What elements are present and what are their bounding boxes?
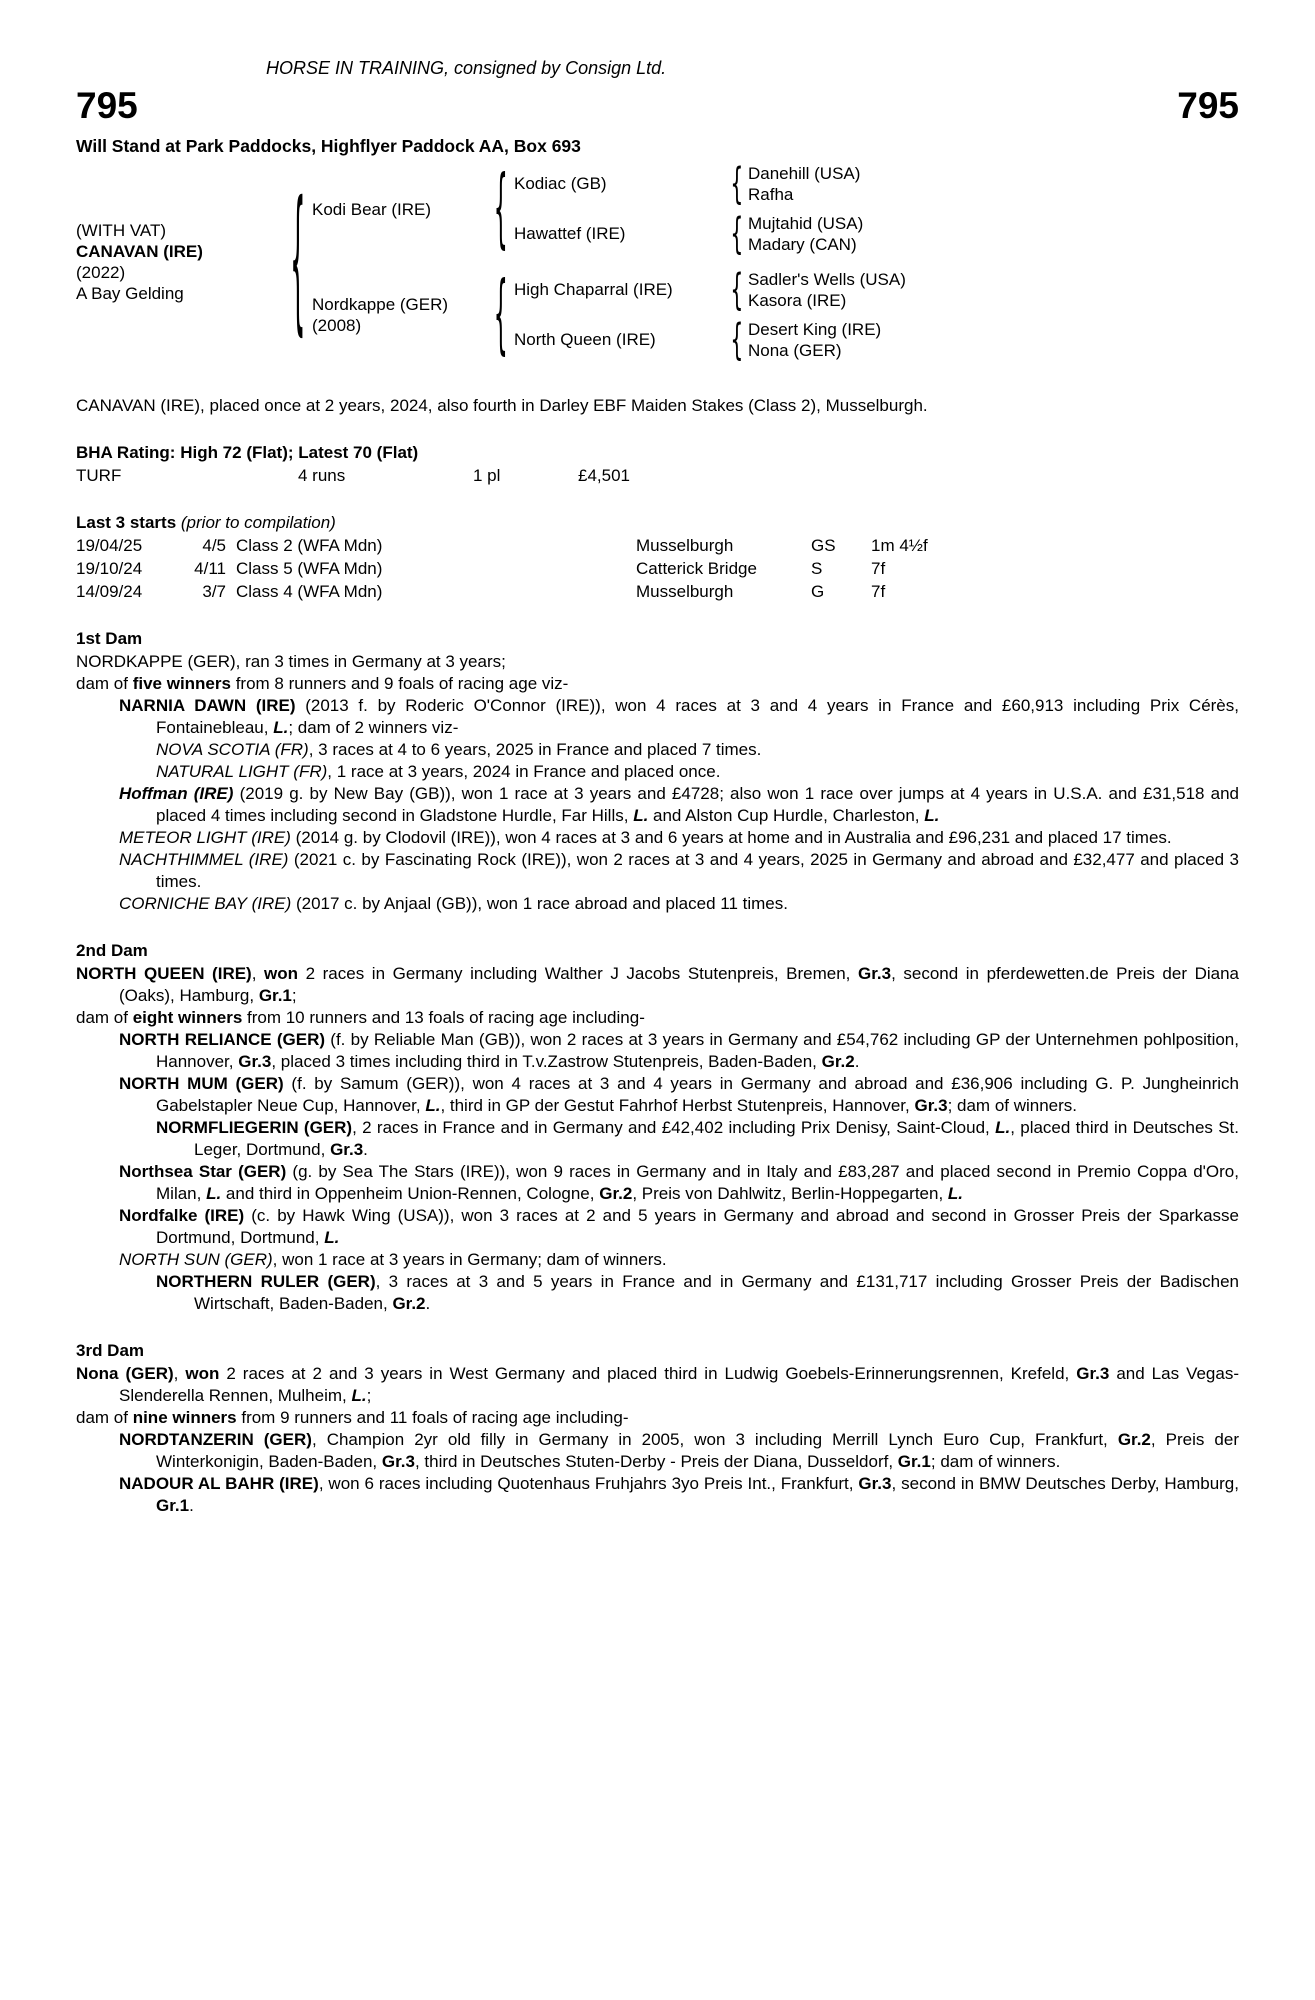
start-race: Class 2 (WFA Mdn)	[236, 536, 383, 555]
text-segment: .	[854, 1052, 860, 1071]
text-segment: , placed third in Deutsches St. Leger, Dortmund,	[194, 1118, 1240, 1159]
text-segment: , 2 races in France and in Germany and £42,402 including Prix Denisy, Saint-Cloud,	[352, 1118, 996, 1137]
offspring-paragraph	[76, 893, 1239, 915]
text-segment: CANAVAN (IRE), placed once at 2 years, 2024, also fourth in Darley EBF Maiden Stakes (Class 2), Musselburgh.	[76, 396, 928, 415]
start-race: Class 5 (WFA Mdn)	[236, 559, 383, 578]
start-date: 14/09/24	[76, 582, 143, 601]
text-segment: NORTHERN RULER (GER)	[156, 1272, 376, 1291]
sire-name: Kodi Bear (IRE)	[312, 199, 432, 219]
text-segment: NATURAL LIGHT (FR)	[156, 762, 328, 781]
horse-name: CANAVAN (IRE)	[76, 242, 203, 261]
text-segment: L.	[273, 718, 289, 737]
sire-branch	[312, 158, 906, 260]
text-segment: CORNICHE BAY (IRE)	[119, 894, 292, 913]
offspring-paragraph	[76, 1407, 1239, 1429]
dam-branch	[312, 264, 906, 366]
last-starts-title	[76, 511, 1239, 534]
text-segment: Gr.3	[914, 1096, 948, 1115]
offspring-paragraph	[76, 1363, 1239, 1407]
start-row	[76, 534, 1239, 557]
offspring-paragraph	[76, 1473, 1239, 1517]
rating-block	[76, 441, 1239, 487]
great-grandsire-name: Desert King (IRE)	[748, 320, 882, 339]
text-segment: L.	[425, 1096, 441, 1115]
earnings-value: £4,501	[578, 466, 630, 485]
text-segment: L.	[206, 1184, 222, 1203]
text-segment: and Alston Cup Hurdle, Charleston,	[648, 806, 925, 825]
last-starts-block	[76, 511, 1239, 603]
text-segment: Gr.3	[381, 1452, 415, 1471]
section-heading: 3rd Dam	[76, 1341, 145, 1360]
great-granddam-name: Madary (CAN)	[748, 235, 857, 254]
text-segment: NORDTANZERIN (GER)	[119, 1430, 312, 1449]
text-segment: Gr.2	[1117, 1430, 1151, 1449]
horse-details	[76, 220, 284, 304]
stand-location-line: Will Stand at Park Paddocks, Highflyer Paddock AA, Box 693	[76, 136, 581, 156]
dam-name: Nordkappe (GER)	[312, 295, 449, 314]
text-segment: NORTH QUEEN (IRE)	[76, 964, 252, 983]
text-segment: L.	[324, 1228, 340, 1247]
foal-year: (2022)	[76, 263, 126, 282]
start-course: Musselburgh	[636, 582, 734, 601]
pedigree-root-brace: {	[290, 170, 306, 354]
lot-number-right: 795	[1177, 85, 1239, 126]
text-segment: L.	[995, 1118, 1011, 1137]
text-segment: ,	[251, 964, 265, 983]
text-segment: won	[264, 964, 299, 983]
text-segment: , second in BMW Deutsches Derby, Hamburg,	[891, 1474, 1239, 1493]
paternal-grandsire-brace: {	[730, 159, 744, 209]
text-segment: won	[185, 1364, 220, 1383]
text-segment: , 3 races at 4 to 6 years, 2025 in France and placed 7 times.	[308, 740, 762, 759]
maternal-grandsire-parents	[748, 269, 906, 311]
start-going: S	[811, 559, 823, 578]
text-segment: Gr.2	[392, 1294, 426, 1313]
text-segment: Hoffman (IRE)	[119, 784, 234, 803]
text-segment: nine winners	[132, 1408, 237, 1427]
race-record-summary	[76, 395, 1239, 417]
text-segment: (g. by Sea The Stars (IRE)), won 9 races in Germany and in Italy and £83,287 and placed second in Premio Coppa d'Oro, Milan,	[156, 1162, 1239, 1203]
text-segment: Nona (GER)	[76, 1364, 174, 1383]
text-segment: NORTH MUM (GER)	[119, 1074, 284, 1093]
text-segment: Gr.1	[258, 986, 292, 1005]
text-segment: from 8 runners and 9 foals of racing age viz-	[230, 674, 569, 693]
maternal-granddam-row	[514, 315, 906, 365]
start-date: 19/04/25	[76, 536, 143, 555]
text-segment: Gr.1	[156, 1496, 190, 1515]
text-segment: NORTH RELIANCE (GER)	[119, 1030, 326, 1049]
text-segment: (2021 c. by Fascinating Rock (IRE)), won 2 races at 3 and 4 years, 2025 in Germany and abroad and £32,477 and placed 3 times.	[156, 850, 1239, 891]
text-segment: (c. by Hawk Wing (USA)), won 3 races at 2 and 5 years in Germany and abroad and second in Grosser Preis der Sparkasse Dortmund, Dortmund,	[156, 1206, 1239, 1247]
text-segment: NOVA SCOTIA (FR)	[156, 740, 309, 759]
offspring-paragraph	[76, 1073, 1239, 1117]
paternal-grandsire-row	[514, 159, 863, 209]
maternal-grandsire-row	[514, 265, 906, 315]
offspring-paragraph	[76, 1205, 1239, 1249]
great-granddam-name: Rafha	[748, 185, 794, 204]
start-race: Class 4 (WFA Mdn)	[236, 582, 383, 601]
offspring-paragraph	[76, 1271, 1239, 1315]
text-segment: from 9 runners and 11 foals of racing age including-	[236, 1408, 629, 1427]
text-segment: , placed 3 times including third in T.v.Zastrow Stutenpreis, Baden-Baden,	[271, 1052, 822, 1071]
start-going: GS	[811, 536, 836, 555]
text-segment: .	[425, 1294, 431, 1313]
maternal-granddam-brace: {	[730, 315, 744, 365]
text-segment: NADOUR AL BAHR (IRE)	[119, 1474, 319, 1493]
paternal-granddam-parents	[748, 213, 863, 255]
text-segment: Gr.3	[1076, 1364, 1110, 1383]
text-segment: ;	[366, 1386, 372, 1405]
dam-grandparents	[514, 265, 906, 365]
paternal-grandsire-name: Kodiac (GB)	[514, 174, 607, 193]
text-segment: eight winners	[132, 1008, 243, 1027]
offspring-paragraph	[76, 673, 1239, 695]
section-heading: 1st Dam	[76, 629, 143, 648]
start-row	[76, 557, 1239, 580]
maternal-grandsire-name: High Chaparral (IRE)	[514, 280, 673, 299]
offspring-paragraph	[76, 783, 1239, 827]
surface-label: TURF	[76, 466, 122, 485]
start-going: G	[811, 582, 825, 601]
text-segment: METEOR LIGHT (IRE)	[119, 828, 291, 847]
paternal-granddam-name: Hawattef (IRE)	[514, 224, 626, 243]
great-granddam-name: Nona (GER)	[748, 341, 842, 360]
offspring-paragraph	[76, 761, 1239, 783]
offspring-paragraph	[76, 1429, 1239, 1473]
text-segment: , 3 races at 3 and 5 years in France and in Germany and £131,717 including Grosser Preis der Badischen Wirtschaft, Baden-Baden,	[194, 1272, 1239, 1313]
section-paragraphs	[76, 1363, 1239, 1517]
maternal-granddam-name: North Queen (IRE)	[514, 330, 656, 349]
bha-rating-line: BHA Rating: High 72 (Flat); Latest 70 (Flat)	[76, 443, 419, 462]
offspring-paragraph	[76, 1029, 1239, 1073]
great-grandsire-name: Mujtahid (USA)	[748, 214, 864, 233]
offspring-paragraph	[76, 1249, 1239, 1271]
text-segment: (f. by Samum (GER)), won 4 races at 3 and 4 years in Germany and abroad and £36,906 including G. P. Jungheinrich Gabelstapler Neue Cup, Hannover,	[156, 1074, 1239, 1115]
text-segment: Gr.1	[897, 1452, 931, 1471]
vat-note: (WITH VAT)	[76, 221, 167, 240]
text-segment: , third in Deutsches Stuten-Derby - Preis der Diana, Dusseldorf,	[414, 1452, 898, 1471]
text-segment: and Las Vegas-Slenderella Rennen, Mulheim,	[119, 1364, 1239, 1405]
dam-brace: {	[493, 264, 509, 366]
text-segment: NARNIA DAWN (IRE)	[119, 696, 296, 715]
consignor-header: HORSE IN TRAINING, consigned by Consign Ltd.	[266, 58, 667, 78]
text-segment: (2019 g. by New Bay (GB)), won 1 race at 3 years and £4728; also won 1 race over jumps at 4 years in U.S.A. and £31,518 and placed 4 times including second in Gladstone Hurdle, Far Hills,	[156, 784, 1239, 825]
text-segment: , won 6 races including Quotenhaus Fruhjahrs 3yo Preis Int., Frankfurt,	[318, 1474, 859, 1493]
offspring-paragraph	[76, 1161, 1239, 1205]
start-position: 4/11	[194, 559, 226, 578]
text-segment: NACHTHIMMEL (IRE)	[119, 850, 289, 869]
text-segment: Gr.2	[599, 1184, 633, 1203]
great-grandsire-name: Sadler's Wells (USA)	[748, 270, 906, 289]
runs-value: 4 runs	[298, 466, 346, 485]
start-row	[76, 580, 1239, 603]
text-segment: Northsea Star (GER)	[119, 1162, 287, 1181]
text-segment: ; dam of winners.	[930, 1452, 1061, 1471]
colour-sex: A Bay Gelding	[76, 284, 184, 303]
turf-record-row	[76, 464, 1239, 487]
text-segment: NORDKAPPE (GER), ran 3 times in Germany at 3 years;	[76, 652, 506, 671]
text-segment: 2 races at 2 and 3 years in West Germany and placed third in Ludwig Goebels-Erinnerungsrennen, Krefeld,	[219, 1364, 1077, 1383]
text-segment: , Champion 2yr old filly in Germany in 2005, won 3 including Merrill Lynch Euro Cup, Frankfurt,	[311, 1430, 1118, 1449]
sire-brace: {	[493, 158, 509, 260]
start-distance: 1m 4½f	[871, 536, 928, 555]
pedigree-table	[76, 158, 1239, 366]
last-starts-title-bold: Last 3 starts	[76, 513, 181, 532]
third-dam-section	[76, 1341, 1239, 1517]
text-segment: , 1 race at 3 years, 2024 in France and placed once.	[327, 762, 721, 781]
paternal-grandsire-parents	[748, 163, 860, 205]
text-segment: L.	[633, 806, 649, 825]
text-segment: ;	[291, 986, 297, 1005]
pedigree-parents-column	[312, 158, 906, 366]
placed-value: 1 pl	[473, 466, 501, 485]
text-segment: Gr.2	[821, 1052, 855, 1071]
first-dam-section	[76, 629, 1239, 915]
offspring-paragraph	[76, 827, 1239, 849]
text-segment: Nordfalke (IRE)	[119, 1206, 245, 1225]
section-heading: 2nd Dam	[76, 941, 148, 960]
section-paragraphs	[76, 651, 1239, 915]
text-segment: from 10 runners and 13 foals of racing age including-	[242, 1008, 645, 1027]
sire-grandparents	[514, 159, 864, 259]
offspring-paragraph	[76, 651, 1239, 673]
sire-info	[312, 199, 488, 220]
maternal-granddam-parents	[748, 319, 881, 361]
text-segment: , Preis der Winterkonigin, Baden-Baden,	[156, 1430, 1239, 1471]
text-segment: and third in Oppenheim Union-Rennen, Cologne,	[221, 1184, 600, 1203]
offspring-paragraph	[76, 1117, 1239, 1161]
text-segment: (2014 g. by Clodovil (IRE)), won 4 races at 3 and 6 years at home and in Australia and £96,231 and placed 17 times.	[290, 828, 1172, 847]
text-segment: ,	[173, 1364, 186, 1383]
offspring-paragraph	[76, 849, 1239, 893]
paternal-granddam-brace: {	[730, 209, 744, 259]
text-segment: L.	[351, 1386, 367, 1405]
start-position: 4/5	[202, 536, 226, 555]
text-segment: dam of	[76, 674, 133, 693]
text-segment: five winners	[132, 674, 231, 693]
text-segment: , won 1 race at 3 years in Germany; dam of winners.	[272, 1250, 667, 1269]
last-starts-title-note: (prior to compilation)	[180, 513, 336, 532]
text-segment: .	[363, 1140, 368, 1159]
text-segment: 2 races in Germany including Walther J Jacobs Stutenpreis, Bremen,	[298, 964, 858, 983]
lot-number-left: 795	[76, 85, 138, 126]
text-segment: Gr.3	[858, 1474, 892, 1493]
text-segment: NORTH SUN (GER)	[119, 1250, 273, 1269]
text-segment: (2013 f. by Roderic O'Connor (IRE)), won 4 races at 3 and 4 years in France and £60,913 including Prix Cérès, Fontainebleau,	[156, 696, 1239, 737]
start-distance: 7f	[871, 582, 886, 601]
offspring-paragraph	[76, 963, 1239, 1007]
text-segment: NORMFLIEGERIN (GER)	[156, 1118, 353, 1137]
paternal-granddam-row	[514, 209, 864, 259]
text-segment: L.	[924, 806, 940, 825]
maternal-grandsire-brace: {	[730, 265, 744, 315]
dam-year: (2008)	[312, 316, 362, 335]
text-segment: (f. by Reliable Man (GB)), won 2 races at 3 years in Germany and £54,762 including GP der Unternehmen pohlposition, Hannover,	[156, 1030, 1239, 1071]
start-course: Musselburgh	[636, 536, 734, 555]
lot-number-row	[76, 87, 1239, 124]
great-grandsire-name: Danehill (USA)	[748, 164, 861, 183]
text-segment: dam of	[76, 1408, 133, 1427]
text-segment: Gr.3	[857, 964, 892, 983]
text-segment: Gr.3	[330, 1140, 364, 1159]
text-segment: , third in GP der Gestut Fahrhof Herbst Stutenpreis, Hannover,	[440, 1096, 915, 1115]
section-paragraphs	[76, 963, 1239, 1315]
text-segment: , second in pferdewetten.de Preis der Diana (Oaks), Hamburg,	[119, 964, 1239, 1005]
text-segment: .	[189, 1496, 194, 1515]
offspring-paragraph	[76, 1007, 1239, 1029]
offspring-paragraph	[76, 739, 1239, 761]
text-segment: (2017 c. by Anjaal (GB)), won 1 race abroad and placed 11 times.	[291, 894, 788, 913]
text-segment: ; dam of winners.	[947, 1096, 1078, 1115]
dam-info	[312, 294, 488, 336]
text-segment: L.	[947, 1184, 964, 1203]
text-segment: ; dam of 2 winners viz-	[288, 718, 459, 737]
start-course: Catterick Bridge	[636, 559, 757, 578]
great-granddam-name: Kasora (IRE)	[748, 291, 847, 310]
text-segment: dam of	[76, 1008, 133, 1027]
start-date: 19/10/24	[76, 559, 143, 578]
text-segment: , Preis von Dahlwitz, Berlin-Hoppegarten,	[632, 1184, 948, 1203]
offspring-paragraph	[76, 695, 1239, 739]
text-segment: Gr.3	[238, 1052, 272, 1071]
start-position: 3/7	[202, 582, 226, 601]
start-distance: 7f	[871, 559, 886, 578]
second-dam-section	[76, 941, 1239, 1315]
